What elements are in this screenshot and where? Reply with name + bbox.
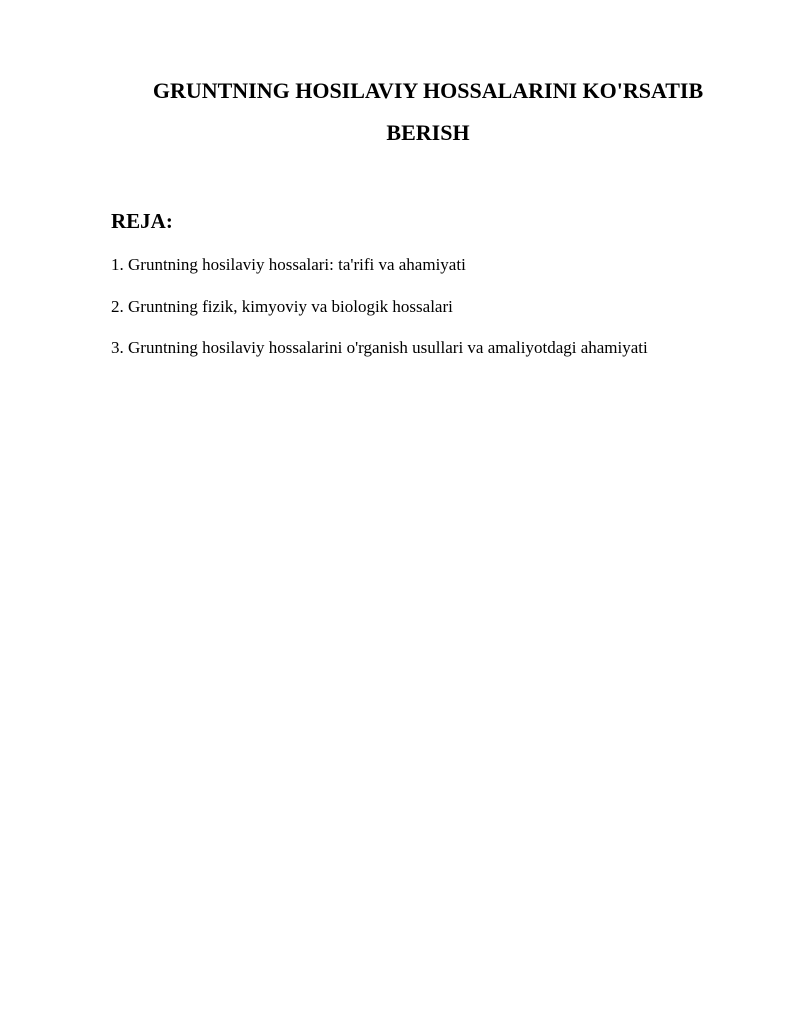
plan-list bbox=[111, 253, 648, 378]
plan-item-1: 1. Gruntning hosilaviy hossalari: ta'rifi va ahamiyati bbox=[111, 255, 466, 274]
document-title: GRUNTNING HOSILAVIY HOSSALARINI KO'RSATIB BERISH bbox=[152, 78, 704, 145]
plan-heading: REJA: bbox=[111, 209, 173, 233]
plan-item-3: 3. Gruntning hosilaviy hossalarini o'rganish usullari va amaliyotdagi ahamiyati bbox=[111, 338, 648, 357]
plan-item-2: 2. Gruntning fizik, kimyoviy va biologik hossalari bbox=[111, 296, 453, 316]
